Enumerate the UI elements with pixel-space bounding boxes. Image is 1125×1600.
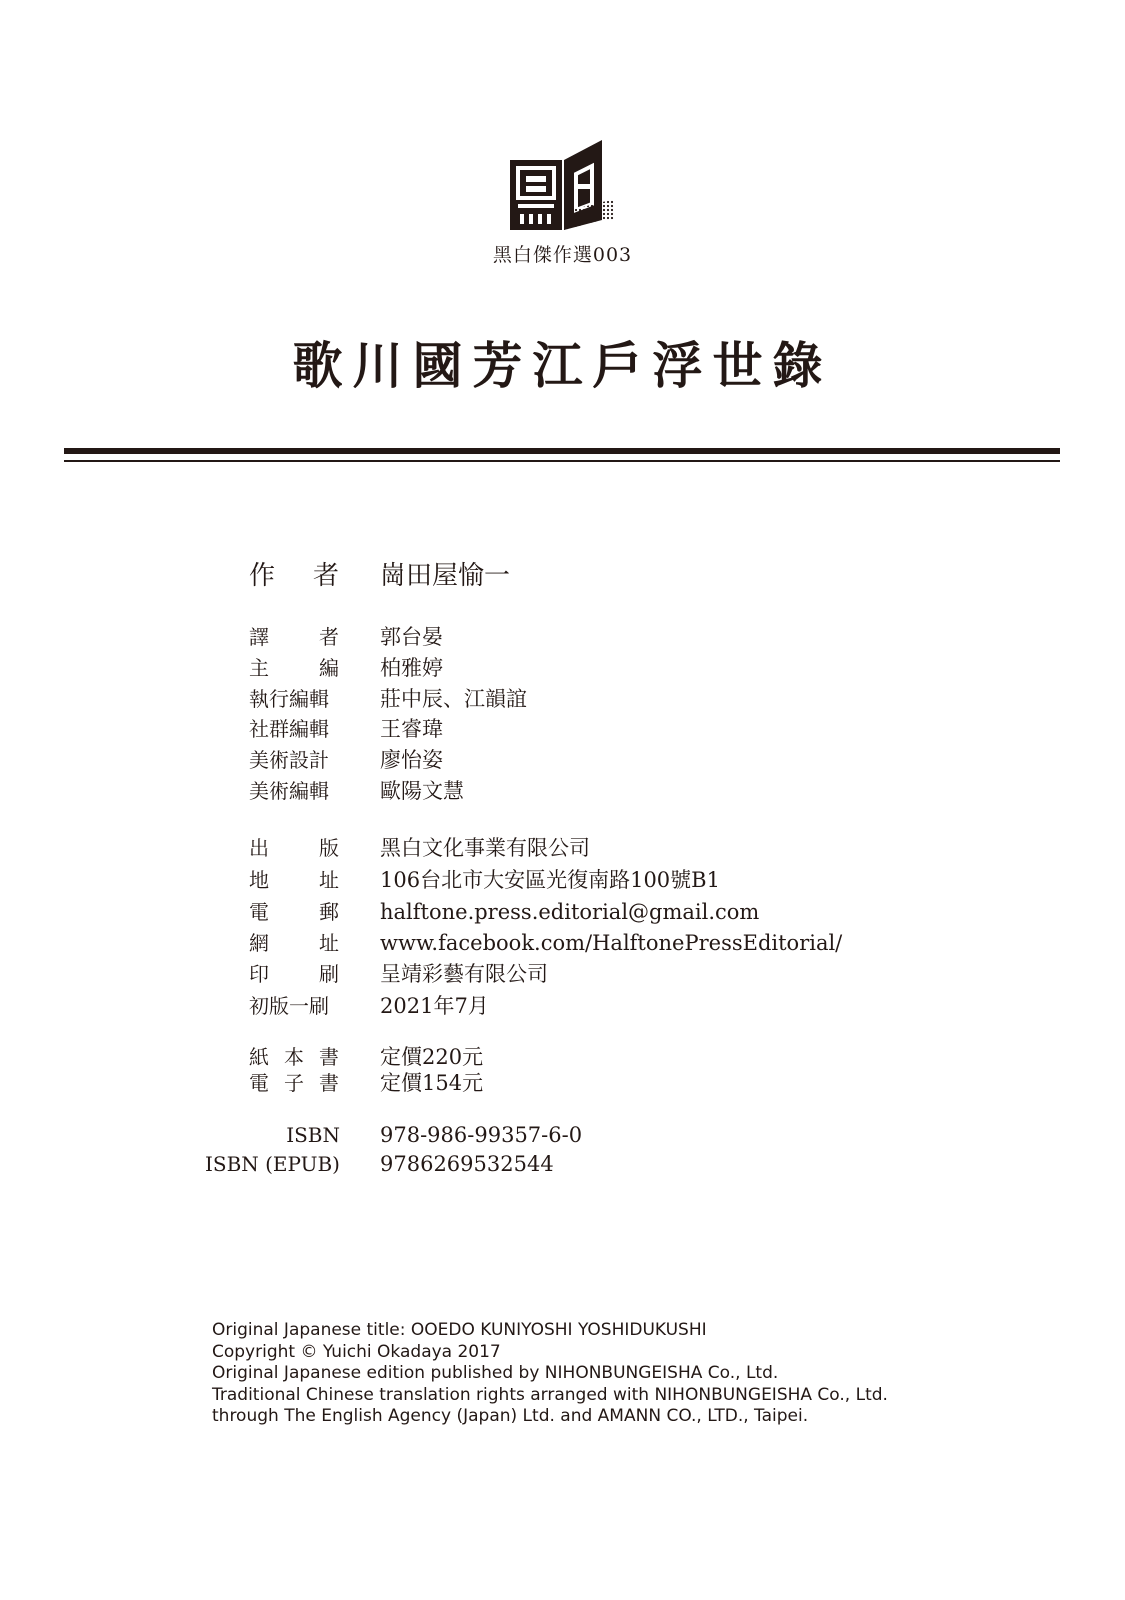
credit-label [249,558,339,594]
title-divider-thin [64,460,1060,462]
credit-label-part: 美術編輯 [249,779,329,803]
credit-row [0,745,1125,775]
credit-value: 2021年7月 [380,994,489,1018]
credit-label-part: 者 [312,561,339,591]
credit-value: 崗田屋愉一 [380,561,511,591]
credit-row [0,684,1125,714]
credit-label-text: ISBN (EPUB) [204,1152,340,1176]
credit-value: 郭台晏 [380,625,443,649]
credit-value: 歐陽文慧 [380,779,464,803]
credit-label-part: 郵 [319,900,339,924]
credit-value: 呈靖彩藝有限公司 [380,962,548,986]
credit-row [0,959,1125,989]
credit-label [249,991,339,1021]
credit-label-part: 執行編輯 [249,687,329,711]
copyright-line: Original Japanese title: OOEDO KUNIYOSHI YOSHIDUKUSHI [212,1320,707,1340]
halftone-press-logo-icon [510,140,614,240]
credit-label [249,833,339,863]
credit-label [249,865,339,895]
credit-label-part: 電 [249,1071,269,1095]
credit-label-part: 地 [249,868,269,892]
credit-row [0,558,1125,591]
credit-row [0,1068,1125,1098]
credit-label-part: 編 [319,656,339,680]
credit-label-part: 紙 [249,1045,269,1069]
credit-label-part: 書 [319,1071,339,1095]
credit-label-part: 美術設計 [249,748,329,772]
credit-label [249,714,339,744]
copyright-line: Copyright © Yuichi Okadaya 2017 [212,1341,501,1362]
credit-label [249,928,339,958]
credit-row [0,833,1125,863]
credit-label [249,745,339,775]
credit-value: 定價220元 [380,1045,484,1069]
credit-label-part: 者 [319,625,339,649]
credit-row [0,1120,1125,1150]
credit-value: 106台北市大安區光復南路100號B1 [380,868,720,892]
credit-label [249,684,339,714]
credit-label-part: 書 [319,1045,339,1069]
credit-value: 978-986-99357-6-0 [380,1123,583,1147]
credit-value: 9786269532544 [380,1152,554,1176]
copyright-line: through The English Agency (Japan) Ltd. and AMANN CO., LTD., Taipei. [212,1406,809,1426]
credit-label-part: 作 [249,561,276,591]
credit-label-part: 出 [249,836,269,860]
credit-row [0,897,1125,927]
credit-value: 柏雅婷 [380,656,443,680]
credit-value: 莊中辰、江韻誼 [380,687,527,711]
credit-value: www.facebook.com/HalftonePressEditorial/ [380,931,843,955]
credit-label-part: 子 [284,1071,304,1095]
credit-label-part: 主 [249,656,269,680]
title-divider-thick [64,448,1060,454]
credit-value: 廖怡姿 [380,748,443,772]
credit-row [0,991,1125,1021]
credit-label-part: 網 [249,931,269,955]
credit-label-part: 址 [319,868,339,892]
credit-label-part: 本 [284,1045,304,1069]
credit-row [0,865,1125,895]
series-label: 黑白傑作選003 [492,244,633,266]
credit-row [0,622,1125,652]
credit-value: halftone.press.editorial@gmail.com [380,900,760,924]
credit-label-part: 初版一刷 [249,994,329,1018]
credit-row [0,653,1125,683]
credit-label-part: 譯 [249,625,269,649]
credit-label [249,897,339,927]
credit-label-part: 刷 [319,962,339,986]
credit-label-part: 電 [249,900,269,924]
credit-label-part: 址 [319,931,339,955]
credit-value: 黑白文化事業有限公司 [380,836,590,860]
credit-row [0,928,1125,958]
credit-label [249,776,339,806]
credit-label [249,622,339,652]
credit-label [190,1149,340,1179]
copyright-line: Traditional Chinese translation rights arranged with NIHONBUNGEISHA Co., Ltd. [212,1384,888,1405]
credit-row [0,776,1125,806]
credit-label-part: 社群編輯 [249,717,329,741]
credit-label-part: 版 [319,836,339,860]
credit-label [190,1120,340,1150]
book-title: 歌川國芳江戶浮世錄 [292,336,833,395]
credit-label-text: ISBN [286,1123,340,1147]
credit-label [249,959,339,989]
copyright-line: Original Japanese edition published by NIHONBUNGEISHA Co., Ltd. [212,1363,779,1383]
credit-label [249,653,339,683]
credit-label [249,1068,339,1098]
credit-value: 王睿瑋 [380,717,443,741]
credit-row [0,1149,1125,1179]
credit-label-part: 印 [249,962,269,986]
credit-row [0,714,1125,744]
credit-value: 定價154元 [380,1071,484,1095]
copyright-notice [212,1320,888,1428]
